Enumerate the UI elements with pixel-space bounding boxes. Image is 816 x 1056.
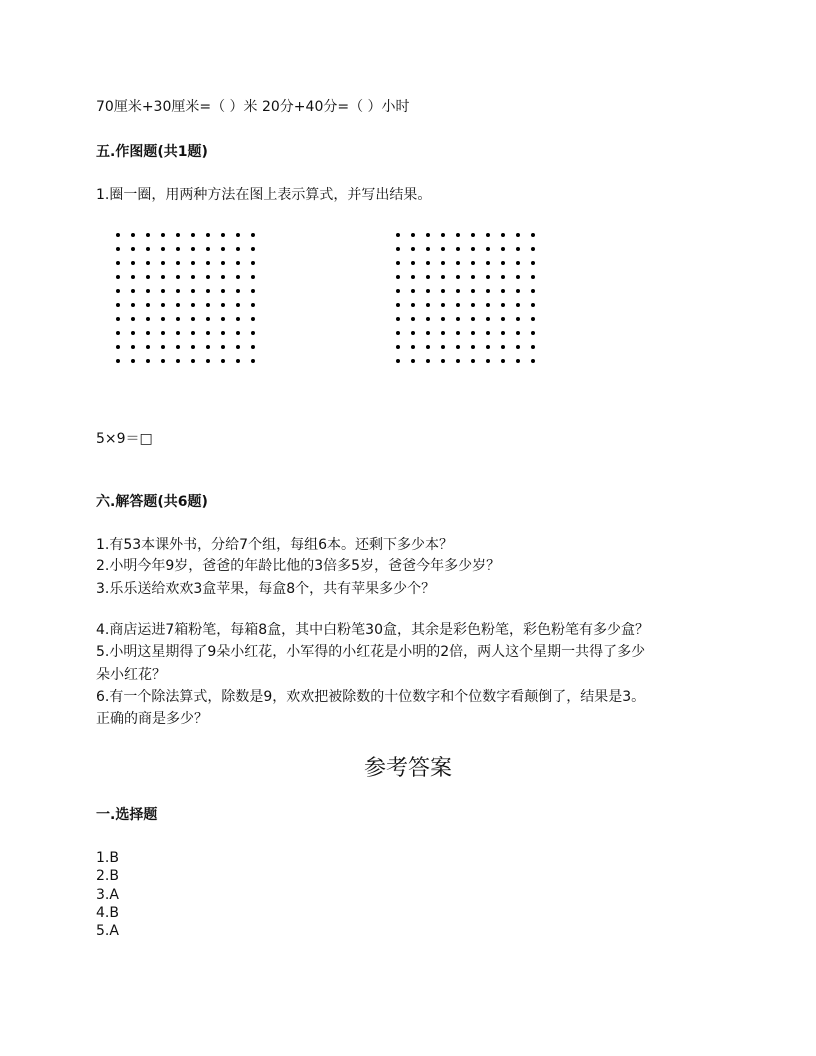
grid-dot xyxy=(116,345,120,349)
grid-dot xyxy=(486,233,490,237)
answer-item-3: 3.A xyxy=(96,887,119,903)
grid-dot xyxy=(221,317,225,321)
grid-dot xyxy=(396,317,400,321)
grid-dot xyxy=(161,261,165,265)
grid-dot xyxy=(411,247,415,251)
grid-dot xyxy=(516,247,520,251)
grid-dot xyxy=(131,345,135,349)
grid-dot xyxy=(191,359,195,363)
grid-dot xyxy=(131,261,135,265)
grid-dot xyxy=(131,359,135,363)
grid-dot xyxy=(411,233,415,237)
grid-dot xyxy=(531,345,535,349)
grid-dot xyxy=(236,331,240,335)
grid-dot xyxy=(411,261,415,265)
grid-dot xyxy=(251,233,255,237)
grid-dot xyxy=(176,359,180,363)
question-2: 2.小明今年9岁，爸爸的年龄比他的3倍多5岁，爸爸今年多少岁？ xyxy=(96,558,501,574)
grid-dot xyxy=(191,261,195,265)
grid-dot xyxy=(206,317,210,321)
grid-dot xyxy=(516,303,520,307)
grid-dot xyxy=(146,331,150,335)
grid-dot xyxy=(441,317,445,321)
grid-dot xyxy=(161,289,165,293)
grid-dot xyxy=(471,247,475,251)
grid-dot xyxy=(456,303,460,307)
question-1: 1.有53本课外书，分给7个组，每组6本。还剩下多少本？ xyxy=(96,537,453,553)
grid-dot xyxy=(531,247,535,251)
grid-dot xyxy=(176,275,180,279)
grid-dot xyxy=(441,275,445,279)
grid-dot xyxy=(456,345,460,349)
grid-dot xyxy=(441,261,445,265)
answers-title: 参考答案 xyxy=(363,756,452,781)
grid-dot xyxy=(516,345,520,349)
grid-dot xyxy=(146,233,150,237)
grid-dot xyxy=(531,289,535,293)
grid-dot xyxy=(116,359,120,363)
grid-dot xyxy=(441,233,445,237)
grid-dot xyxy=(411,345,415,349)
grid-dot xyxy=(486,275,490,279)
grid-dot xyxy=(516,289,520,293)
grid-dot xyxy=(411,317,415,321)
unit-conversion-line: 70厘米+30厘米=（ ）米 20分+40分=（ ）小时 xyxy=(96,99,410,115)
question-6: 6.有一个除法算式，除数是9，欢欢把被除数的十位数字和个位数字看颠倒了，结果是3。 xyxy=(96,689,646,705)
grid-dot xyxy=(221,247,225,251)
grid-dot xyxy=(176,247,180,251)
grid-dot xyxy=(486,261,490,265)
grid-dot xyxy=(146,359,150,363)
grid-dot xyxy=(471,303,475,307)
grid-dot xyxy=(236,275,240,279)
grid-dot xyxy=(441,247,445,251)
grid-dot xyxy=(116,331,120,335)
grid-dot xyxy=(251,345,255,349)
grid-dot xyxy=(441,289,445,293)
grid-dot xyxy=(116,289,120,293)
grid-dot xyxy=(221,275,225,279)
grid-dot xyxy=(131,303,135,307)
grid-dot xyxy=(251,247,255,251)
grid-dot xyxy=(131,247,135,251)
grid-dot xyxy=(146,317,150,321)
grid-dot xyxy=(116,317,120,321)
grid-dot xyxy=(411,359,415,363)
grid-dot xyxy=(411,275,415,279)
grid-dot xyxy=(176,233,180,237)
grid-dot xyxy=(116,233,120,237)
grid-dot xyxy=(426,233,430,237)
grid-dot xyxy=(426,331,430,335)
grid-dot xyxy=(131,275,135,279)
grid-dot xyxy=(206,275,210,279)
grid-dot xyxy=(501,331,505,335)
grid-dot xyxy=(131,289,135,293)
grid-dot xyxy=(501,275,505,279)
grid-dot xyxy=(146,275,150,279)
grid-dot xyxy=(456,247,460,251)
grid-dot xyxy=(456,233,460,237)
question-5-continued: 朵小红花？ xyxy=(96,667,166,683)
grid-dot xyxy=(221,303,225,307)
grid-dot xyxy=(161,359,165,363)
grid-dot xyxy=(516,275,520,279)
grid-dot xyxy=(146,345,150,349)
grid-dot xyxy=(176,331,180,335)
grid-dot xyxy=(251,261,255,265)
grid-dot xyxy=(531,303,535,307)
question-4: 4.商店运进7箱粉笔，每箱8盒，其中白粉笔30盒，其余是彩色粉笔，彩色粉笔有多少盒？ xyxy=(96,622,649,638)
grid-dot xyxy=(471,359,475,363)
grid-dot xyxy=(161,345,165,349)
section5-heading: 五.作图题(共1题) xyxy=(96,144,208,160)
grid-dot xyxy=(251,359,255,363)
grid-dot xyxy=(116,261,120,265)
grid-dot xyxy=(191,289,195,293)
grid-dot xyxy=(176,261,180,265)
grid-dot xyxy=(471,317,475,321)
grid-dot xyxy=(236,233,240,237)
grid-dot xyxy=(236,303,240,307)
grid-dot xyxy=(161,317,165,321)
grid-dot xyxy=(426,247,430,251)
grid-dot xyxy=(221,233,225,237)
grid-dot xyxy=(221,345,225,349)
grid-dot xyxy=(396,331,400,335)
grid-dot xyxy=(516,317,520,321)
grid-dot xyxy=(471,331,475,335)
grid-dot xyxy=(501,233,505,237)
grid-dot xyxy=(236,317,240,321)
grid-dot xyxy=(236,261,240,265)
grid-dot xyxy=(161,247,165,251)
grid-dot xyxy=(486,359,490,363)
grid-dot xyxy=(221,289,225,293)
grid-dot xyxy=(531,317,535,321)
grid-dot xyxy=(396,261,400,265)
grid-dot xyxy=(426,303,430,307)
grid-dot xyxy=(221,261,225,265)
grid-dot xyxy=(456,261,460,265)
grid-dot xyxy=(396,275,400,279)
grid-dot xyxy=(131,233,135,237)
grid-dot xyxy=(206,359,210,363)
grid-dot xyxy=(396,289,400,293)
section6-heading: 六.解答题(共6题) xyxy=(96,494,208,510)
grid-dot xyxy=(251,331,255,335)
answers-section1-heading: 一.选择题 xyxy=(96,807,158,823)
grid-dot xyxy=(191,303,195,307)
grid-dot xyxy=(486,317,490,321)
grid-dot xyxy=(486,303,490,307)
grid-dot xyxy=(441,331,445,335)
grid-dot xyxy=(206,289,210,293)
grid-dot xyxy=(206,261,210,265)
grid-dot xyxy=(471,233,475,237)
grid-dot xyxy=(426,275,430,279)
grid-dot xyxy=(176,317,180,321)
grid-dot xyxy=(426,289,430,293)
grid-dot xyxy=(531,233,535,237)
grid-dot xyxy=(116,303,120,307)
grid-dot xyxy=(161,331,165,335)
grid-dot xyxy=(221,359,225,363)
grid-dot xyxy=(441,303,445,307)
dot-grid-right xyxy=(396,233,536,363)
grid-dot xyxy=(501,317,505,321)
grid-dot xyxy=(251,275,255,279)
grid-dot xyxy=(161,275,165,279)
grid-dot xyxy=(146,247,150,251)
grid-dot xyxy=(396,233,400,237)
grid-dot xyxy=(456,275,460,279)
grid-dot xyxy=(426,359,430,363)
grid-dot xyxy=(531,359,535,363)
grid-dot xyxy=(441,345,445,349)
grid-dot xyxy=(116,247,120,251)
grid-dot xyxy=(396,345,400,349)
grid-dot xyxy=(456,359,460,363)
grid-dot xyxy=(176,303,180,307)
grid-dot xyxy=(131,331,135,335)
grid-dot xyxy=(146,261,150,265)
grid-dot xyxy=(456,331,460,335)
grid-dot xyxy=(456,289,460,293)
question-5: 5.小明这星期得了9朵小红花，小军得的小红花是小明的2倍，两人这个星期一共得了多少 xyxy=(96,644,646,660)
grid-dot xyxy=(396,359,400,363)
grid-dot xyxy=(471,289,475,293)
grid-dot xyxy=(396,303,400,307)
answer-item-2: 2.B xyxy=(96,868,119,884)
question-6-continued: 正确的商是多少？ xyxy=(96,711,208,727)
grid-dot xyxy=(501,247,505,251)
grid-dot xyxy=(146,289,150,293)
grid-dot xyxy=(486,247,490,251)
grid-dot xyxy=(501,345,505,349)
grid-dot xyxy=(501,359,505,363)
grid-dot xyxy=(531,331,535,335)
grid-dot xyxy=(441,359,445,363)
section5-question-1: 1.圈一圈，用两种方法在图上表示算式，并写出结果。 xyxy=(96,187,432,203)
grid-dot xyxy=(456,317,460,321)
grid-dot xyxy=(191,331,195,335)
grid-dot xyxy=(426,345,430,349)
grid-dot xyxy=(191,233,195,237)
grid-dot xyxy=(146,303,150,307)
grid-dot xyxy=(411,331,415,335)
grid-dot xyxy=(221,331,225,335)
grid-dot xyxy=(516,359,520,363)
grid-dot xyxy=(501,261,505,265)
grid-dot xyxy=(131,317,135,321)
answer-item-1: 1.B xyxy=(96,850,119,866)
grid-dot xyxy=(206,345,210,349)
grid-dot xyxy=(206,303,210,307)
grid-dot xyxy=(471,275,475,279)
grid-dot xyxy=(531,275,535,279)
grid-dot xyxy=(411,303,415,307)
grid-dot xyxy=(161,303,165,307)
grid-dot xyxy=(501,289,505,293)
grid-dot xyxy=(191,275,195,279)
question-3: 3.乐乐送给欢欢3盒苹果，每盒8个，共有苹果多少个？ xyxy=(96,581,436,597)
grid-dot xyxy=(251,289,255,293)
grid-dot xyxy=(236,345,240,349)
grid-dot xyxy=(251,317,255,321)
grid-dot xyxy=(471,261,475,265)
grid-dot xyxy=(161,233,165,237)
grid-dot xyxy=(176,289,180,293)
grid-dot xyxy=(236,359,240,363)
grid-dot xyxy=(516,233,520,237)
grid-dot xyxy=(206,247,210,251)
answer-item-5: 5.A xyxy=(96,923,119,939)
grid-dot xyxy=(531,261,535,265)
grid-dot xyxy=(486,331,490,335)
grid-dot xyxy=(191,247,195,251)
grid-dot xyxy=(176,345,180,349)
grid-dot xyxy=(516,261,520,265)
grid-dot xyxy=(411,289,415,293)
grid-dot xyxy=(501,303,505,307)
grid-dot xyxy=(486,345,490,349)
grid-dot xyxy=(471,345,475,349)
grid-dot xyxy=(516,331,520,335)
grid-dot xyxy=(236,289,240,293)
grid-dot xyxy=(116,275,120,279)
grid-dot xyxy=(396,247,400,251)
grid-dot xyxy=(191,317,195,321)
grid-dot xyxy=(251,303,255,307)
grid-dot xyxy=(236,247,240,251)
grid-dot xyxy=(206,233,210,237)
grid-dot xyxy=(426,261,430,265)
grid-dot xyxy=(206,331,210,335)
multiplication-equation: 5×9＝□ xyxy=(96,431,153,447)
dot-grid-left xyxy=(116,233,256,363)
grid-dot xyxy=(191,345,195,349)
grid-dot xyxy=(486,289,490,293)
grid-dot xyxy=(426,317,430,321)
answer-item-4: 4.B xyxy=(96,905,119,921)
